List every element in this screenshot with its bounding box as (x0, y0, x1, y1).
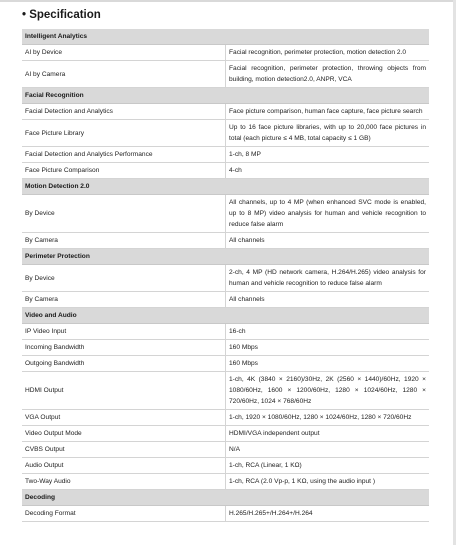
table-row (22, 195, 429, 233)
table-row (22, 410, 429, 426)
spec-value: All channels (226, 233, 430, 249)
section-heading: Perimeter Protection (22, 249, 429, 265)
table-row (22, 324, 429, 340)
section-header-row (22, 249, 429, 265)
spec-value: N/A (226, 442, 430, 458)
spec-label: VGA Output (22, 410, 226, 426)
spec-label: By Camera (22, 233, 226, 249)
specification-table-body (22, 29, 429, 522)
spec-value: 1-ch, RCA (2.0 Vp-p, 1 KΩ, using the audio input ) (226, 474, 430, 490)
table-row (22, 292, 429, 308)
spec-value: Face picture comparison, human face capture, face picture search (226, 104, 430, 120)
specification-table (22, 29, 429, 522)
table-row (22, 474, 429, 490)
spec-value: 160 Mbps (226, 340, 430, 356)
spec-value: 2-ch, 4 MP (HD network camera, H.264/H.265) video analysis for human and vehicle recognition to reduce false alarm (226, 265, 430, 292)
spec-value: HDMI/VGA independent output (226, 426, 430, 442)
spec-label: Facial Detection and Analytics (22, 104, 226, 120)
spec-value: 1-ch, 1920 × 1080/60Hz, 1280 × 1024/60Hz, 1280 × 720/60Hz (226, 410, 430, 426)
table-row (22, 120, 429, 147)
page-title: • Specification (22, 9, 101, 21)
spec-label: IP Video Input (22, 324, 226, 340)
table-row (22, 104, 429, 120)
spec-label: Face Picture Comparison (22, 163, 226, 179)
section-header-row (22, 308, 429, 324)
section-header-row (22, 490, 429, 506)
section-header-row (22, 179, 429, 195)
spec-label: Face Picture Library (22, 120, 226, 147)
section-heading: Motion Detection 2.0 (22, 179, 429, 195)
spec-label: Two-Way Audio (22, 474, 226, 490)
spec-value: Facial recognition, perimeter protection, throwing objects from building, motion detection2.0, ANPR, VCA (226, 61, 430, 88)
spec-value: 1-ch, RCA (Linear, 1 KΩ) (226, 458, 430, 474)
table-row (22, 265, 429, 292)
spec-value: 1-ch, 8 MP (226, 147, 430, 163)
spec-value: 16-ch (226, 324, 430, 340)
spec-value: Facial recognition, perimeter protection, motion detection 2.0 (226, 45, 430, 61)
spec-label: Incoming Bandwidth (22, 340, 226, 356)
section-heading: Decoding (22, 490, 429, 506)
spec-value: 4-ch (226, 163, 430, 179)
spec-label: AI by Device (22, 45, 226, 61)
table-row (22, 458, 429, 474)
table-row (22, 61, 429, 88)
table-row (22, 506, 429, 522)
table-row (22, 426, 429, 442)
spec-value: 1-ch, 4K (3840 × 2160)/30Hz, 2K (2560 × 1440)/60Hz, 1920 × 1080/60Hz, 1600 × 1200/60Hz, 1280 × 1024/60Hz, 1280 × 720/60Hz, 1024 × 768/60Hz (226, 372, 430, 410)
spec-value: Up to 16 face picture libraries, with up to 20,000 face pictures in total (each picture ≤ 4 MB, total capacity ≤ 1 GB) (226, 120, 430, 147)
table-row (22, 45, 429, 61)
spec-label: Facial Detection and Analytics Performance (22, 147, 226, 163)
section-heading: Facial Recognition (22, 88, 429, 104)
spec-label: Decoding Format (22, 506, 226, 522)
spec-label: Audio Output (22, 458, 226, 474)
spec-label: CVBS Output (22, 442, 226, 458)
table-row (22, 340, 429, 356)
spec-label: By Camera (22, 292, 226, 308)
spec-label: By Device (22, 265, 226, 292)
table-row (22, 356, 429, 372)
spec-value: All channels (226, 292, 430, 308)
section-header-row (22, 88, 429, 104)
spec-label: Video Output Mode (22, 426, 226, 442)
page-top-border (0, 0, 456, 2)
spec-label: AI by Camera (22, 61, 226, 88)
spec-label: By Device (22, 195, 226, 233)
section-heading: Intelligent Analytics (22, 29, 429, 45)
spec-value: All channels, up to 4 MP (when enhanced SVC mode is enabled, up to 8 MP) video analysis for human and vehicle recognition to reduce false alarm (226, 195, 430, 233)
table-row (22, 442, 429, 458)
spec-value: 160 Mbps (226, 356, 430, 372)
table-row (22, 233, 429, 249)
table-row (22, 372, 429, 410)
section-heading: Video and Audio (22, 308, 429, 324)
table-row (22, 163, 429, 179)
spec-label: HDMI Output (22, 372, 226, 410)
section-header-row (22, 29, 429, 45)
spec-label: Outgoing Bandwidth (22, 356, 226, 372)
table-row (22, 147, 429, 163)
spec-value: H.265/H.265+/H.264+/H.264 (226, 506, 430, 522)
